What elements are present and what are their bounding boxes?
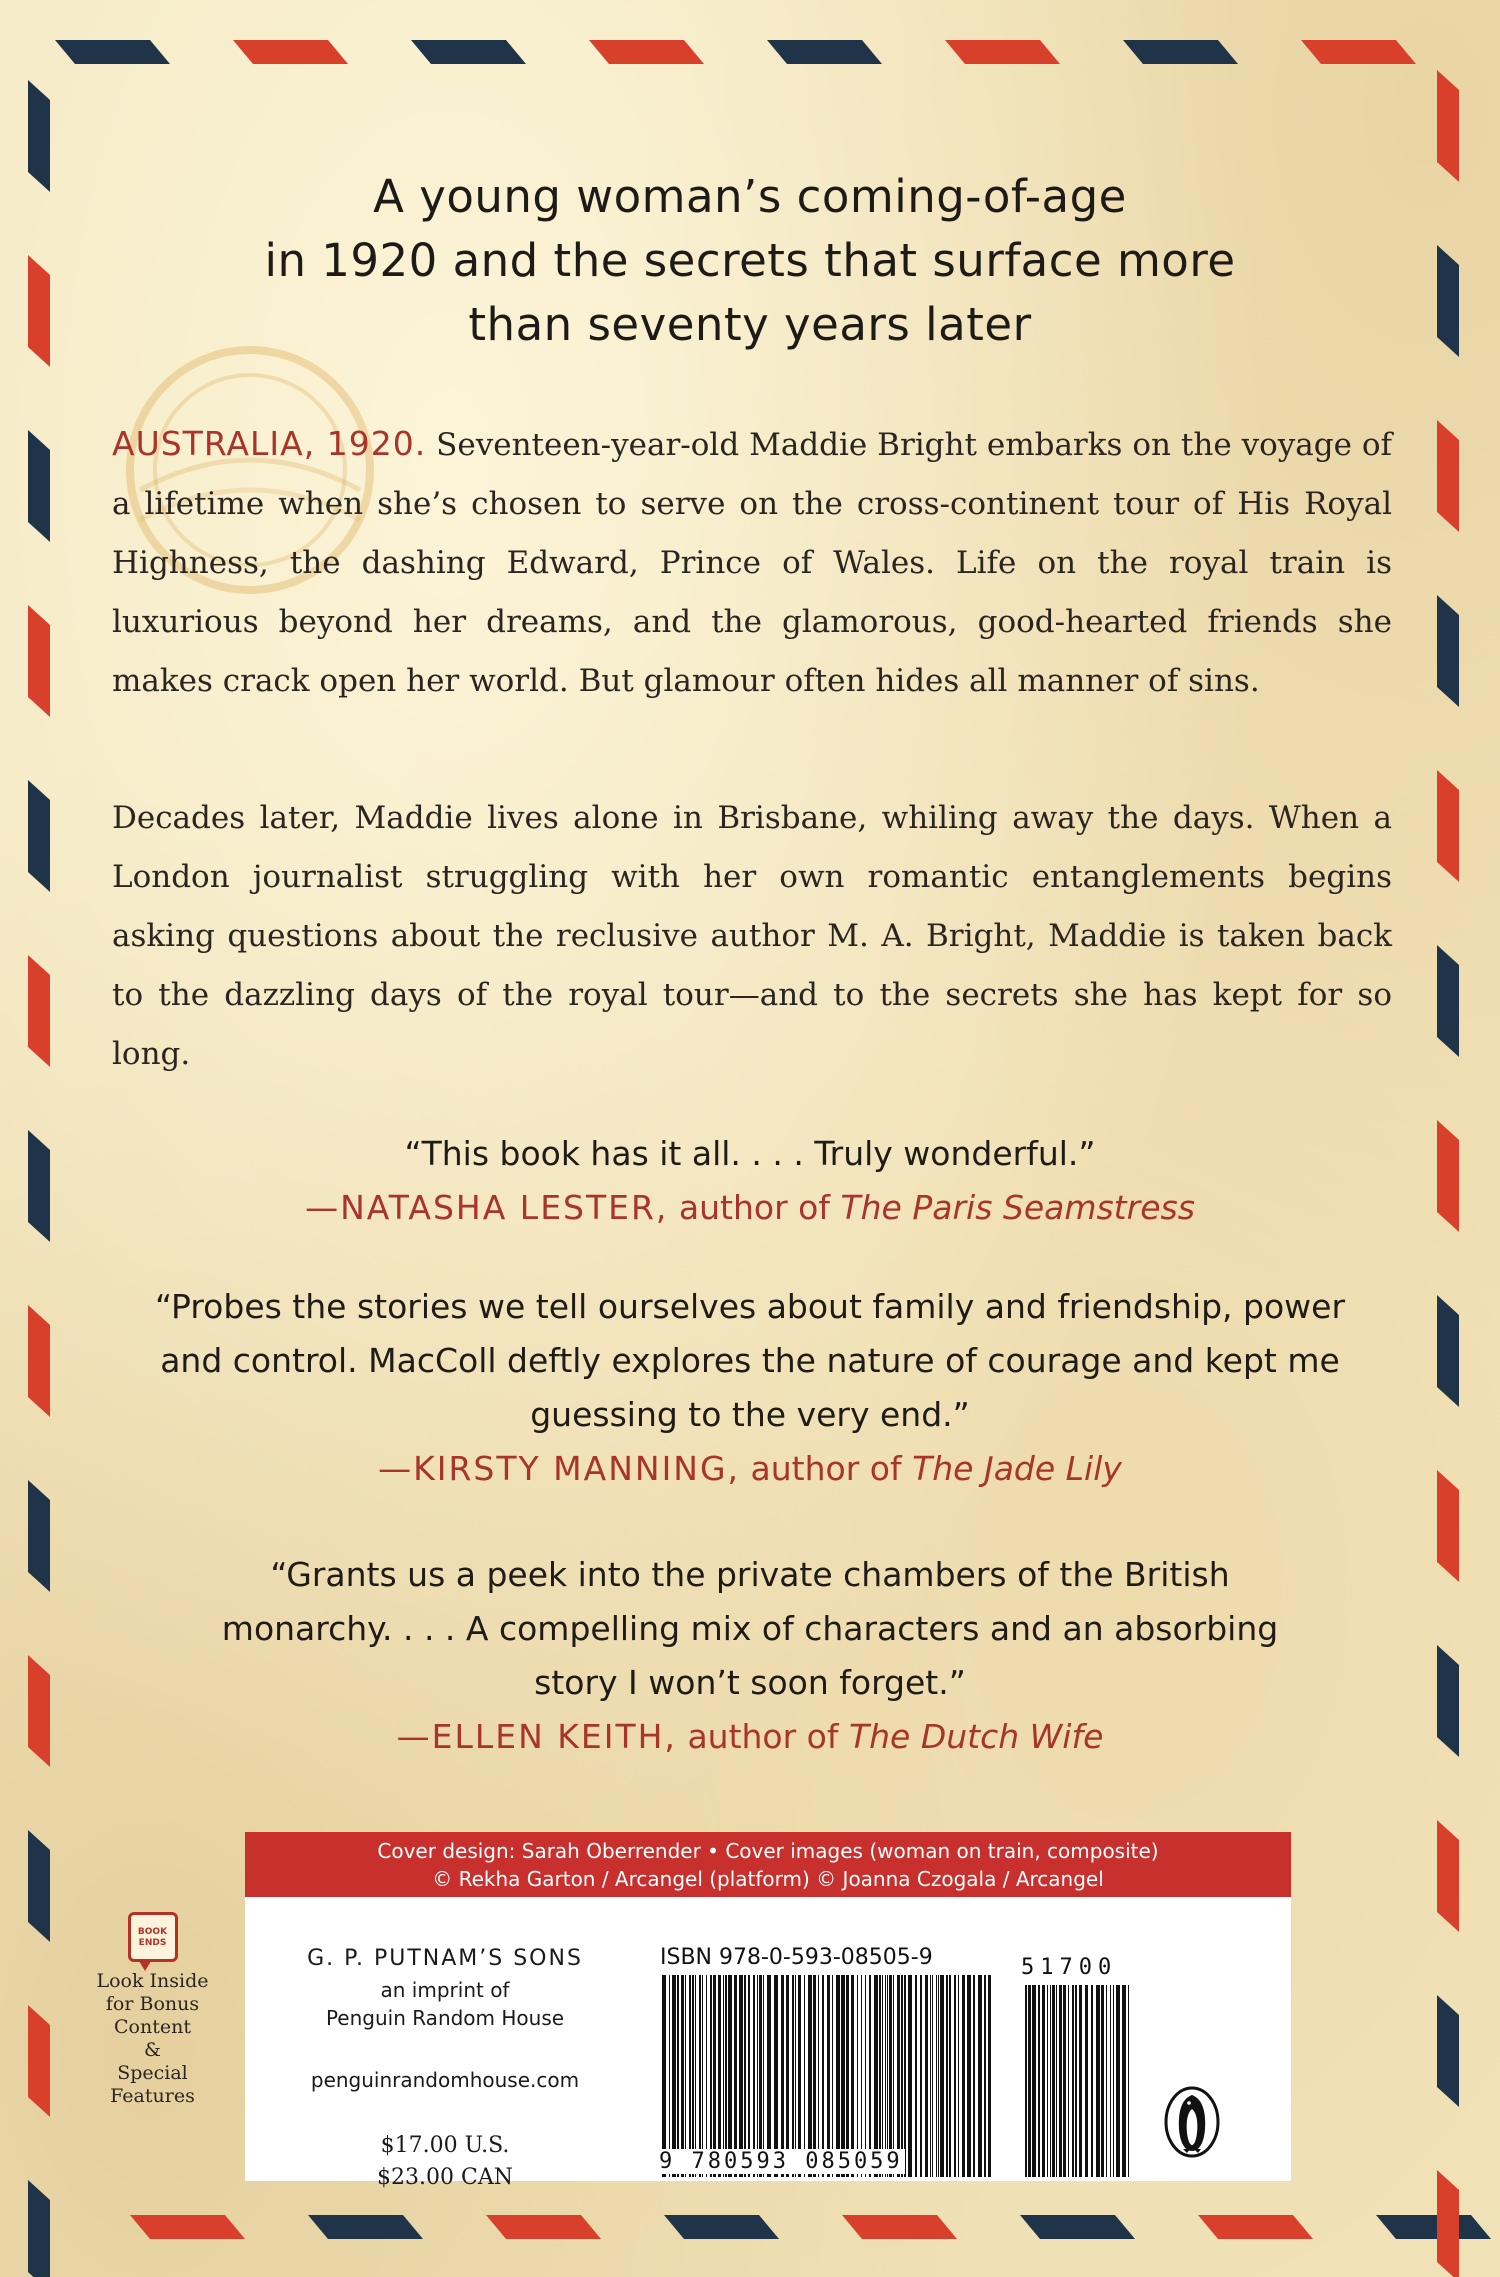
barcode-bar [1059, 1985, 1062, 2177]
bookends-line-6: Features [110, 2085, 195, 2107]
price-code-digits: 51700 [1021, 1955, 1118, 1980]
bookends-line-4: & [144, 2039, 161, 2061]
airmail-stripe [486, 2215, 601, 2239]
blurb-attribution [120, 1442, 1380, 1496]
bookends-line-3: Content [114, 2016, 191, 2038]
blurb-author: —KIRSTY MANNING, [378, 1449, 741, 1488]
barcode-bar [695, 1975, 696, 2177]
barcode-bar [792, 1975, 794, 2177]
barcode-bar [672, 1975, 676, 2177]
barcode-bar [1096, 1985, 1100, 2177]
barcode-bar [702, 1975, 703, 2177]
barcode-bar [984, 1975, 986, 2177]
barcode-bar [1032, 1985, 1036, 2177]
blurb-book: The Jade Lily [912, 1449, 1122, 1488]
barcode-bar [1052, 1985, 1055, 2177]
barcode-bar [973, 1975, 975, 2177]
barcode-bar [901, 1975, 903, 2177]
barcode-bar [669, 1975, 670, 2177]
airmail-stripe [1301, 40, 1416, 64]
airmail-stripe [1437, 2170, 1459, 2277]
barcode-bar [1056, 1985, 1057, 2177]
barcode-bar [1091, 1985, 1093, 2177]
airmail-stripe [842, 2215, 957, 2239]
airmail-stripe [233, 40, 348, 64]
barcode-bar [781, 1975, 784, 2177]
barcode-bar [1072, 1985, 1074, 2177]
airmail-stripe [1020, 2215, 1135, 2239]
barcode-bar [904, 1975, 906, 2177]
airmail-stripe [308, 2215, 423, 2239]
airmail-stripe [1437, 595, 1459, 707]
barcode-bar [1116, 1985, 1120, 2177]
barcode-bar [832, 1975, 833, 2177]
headline-line-2: in 1920 and the secrets that surface more [264, 234, 1236, 287]
blurb-text: “Probes the stories we tell ourselves about family and friendship, power and control. MacColl deftly explores the nature of courage and kept me guessing to the very end.” [154, 1287, 1346, 1434]
publisher-info [260, 1942, 630, 2194]
airmail-stripe [1437, 945, 1459, 1057]
barcode-bar [1101, 1985, 1104, 2177]
airmail-stripe [28, 255, 50, 367]
barcode-bar [725, 1975, 727, 2177]
barcode-bar [689, 1975, 691, 2177]
barcode-bar [940, 1975, 944, 2177]
credits-line-1: Cover design: Sarah Oberrender • Cover images (woman on train, composite) [377, 1839, 1159, 1863]
isbn-barcode [660, 1975, 995, 2177]
barcode-bar [739, 1975, 743, 2177]
credits-line-2: © Rekha Garton / Arcangel (platform) © Joanna Czogala / Arcangel [432, 1867, 1104, 1891]
synopsis-paragraph-1 [112, 414, 1392, 711]
barcode-bar [938, 1975, 939, 2177]
airmail-stripe [28, 1130, 50, 1242]
barcode-bar [962, 1975, 965, 2177]
bookends-logo-text-1: BOOK [137, 1927, 168, 1937]
blurb-1 [120, 1127, 1380, 1235]
barcode-bar [925, 1975, 928, 2177]
synopsis-lead: AUSTRALIA, 1920. [112, 424, 427, 463]
isbn-label: ISBN 978-0-593-08505-9 [660, 1945, 933, 1970]
barcode-bar [718, 1975, 721, 2177]
airmail-stripe [28, 1655, 50, 1767]
barcode-bar [988, 1975, 991, 2177]
barcode-bar [1075, 1985, 1077, 2177]
barcode-bar [893, 1975, 894, 2177]
price-can: $23.00 CAN [377, 2165, 513, 2190]
price-us: $17.00 U.S. [380, 2133, 510, 2158]
blurb-role: author of [687, 1717, 839, 1756]
barcode-bar [763, 1975, 764, 2177]
barcode-bar [836, 1975, 840, 2177]
barcode-bar [1050, 1985, 1051, 2177]
barcode-bar [958, 1975, 959, 2177]
barcode-bar [728, 1975, 732, 2177]
barcode-bar [846, 1975, 849, 2177]
barcode-bar [1128, 1985, 1129, 2177]
barcode-bar [798, 1975, 801, 2177]
barcode-bar [897, 1975, 900, 2177]
airmail-stripe [130, 2215, 245, 2239]
barcode-bar [681, 1975, 684, 2177]
airmail-stripe [1437, 1645, 1459, 1757]
airmail-stripe [945, 40, 1060, 64]
barcode-bar [887, 1975, 888, 2177]
barcode-bar [813, 1975, 816, 2177]
barcode-digits: 9 780593 085059 [659, 2149, 903, 2174]
barcode-bar [753, 1975, 755, 2177]
barcode-bar [885, 1975, 886, 2177]
barcode-bar [692, 1975, 694, 2177]
airmail-stripe [28, 1305, 50, 1417]
barcode-bar [710, 1975, 712, 2177]
airmail-stripe [1437, 245, 1459, 357]
airmail-stripe [767, 40, 882, 64]
blurb-role: author of [678, 1188, 830, 1227]
airmail-stripe [1437, 1120, 1459, 1232]
airmail-stripe [28, 1830, 50, 1942]
cover-credits [245, 1832, 1291, 1897]
barcode-bar [1113, 1985, 1114, 2177]
airmail-stripe [28, 605, 50, 717]
barcode-bar [920, 1975, 922, 2177]
blurb-3 [120, 1548, 1380, 1764]
barcode-bar [841, 1975, 845, 2177]
airmail-stripe [1437, 1295, 1459, 1407]
publisher-name: G. P. PUTNAM’S SONS [307, 1946, 583, 1971]
airmail-stripe [28, 430, 50, 542]
barcode-bar [879, 1975, 881, 2177]
blurb-attribution [120, 1181, 1380, 1235]
blurb-text: “This book has it all. . . . Truly wonderful.” [404, 1134, 1096, 1173]
barcode-bar [1047, 1985, 1048, 2177]
airmail-stripe [1198, 2215, 1313, 2239]
barcode-bar [932, 1975, 933, 2177]
barcode-bar [795, 1975, 796, 2177]
barcode-bar [882, 1975, 883, 2177]
barcode-bar [967, 1975, 971, 2177]
barcode-panel [245, 1897, 1291, 2190]
barcode-bar [822, 1975, 824, 2177]
bookends-line-2: for Bonus [105, 1993, 200, 2015]
barcode-bar [804, 1975, 805, 2177]
publisher-url: penguinrandomhouse.com [310, 2068, 580, 2092]
barcode-bar [748, 1975, 750, 2177]
barcode-bar [1085, 1985, 1088, 2177]
barcode-bar [713, 1975, 716, 2177]
imprint-line-2: Penguin Random House [325, 2006, 565, 2030]
airmail-stripe [664, 2215, 779, 2239]
bookends-badge [80, 1912, 225, 2108]
barcode-bar [1025, 1985, 1027, 2177]
headline-line-1: A young woman’s coming-of-age [373, 170, 1127, 223]
barcode-bar [757, 1975, 758, 2177]
airmail-stripe [28, 2005, 50, 2117]
bookends-logo-icon [128, 1912, 178, 1962]
price-block [260, 2130, 630, 2194]
barcode-bar [954, 1975, 956, 2177]
barcode-bar [808, 1975, 812, 2177]
headline-line-3: than seventy years later [468, 298, 1032, 351]
airmail-stripe [28, 80, 50, 192]
barcode-bar [1106, 1985, 1107, 2177]
airmail-stripe [1437, 1470, 1459, 1582]
synopsis-paragraph-2: Decades later, Maddie lives alone in Brisbane, whiling away the days. When a London journalist struggling with her own romantic entanglements begins asking questions about the reclusive author M. A. Bright, Maddie is taken back to the dazzling days of the royal tour—and to the secrets she has kept for so long. [112, 800, 1392, 1072]
barcode-bar [936, 1975, 937, 2177]
barcode-bar [818, 1975, 819, 2177]
barcode-bar [908, 1975, 912, 2177]
blurb-attribution [120, 1710, 1380, 1764]
barcode-bar [874, 1975, 878, 2177]
airmail-stripe [1376, 2215, 1491, 2239]
blurb-author: —ELLEN KEITH, [396, 1717, 677, 1756]
barcode-bar [827, 1975, 830, 2177]
airmail-stripe [28, 2180, 50, 2277]
barcode-bar [865, 1975, 866, 2177]
barcode-bar [734, 1975, 737, 2177]
airmail-stripe [1123, 40, 1238, 64]
barcode-bar [706, 1975, 707, 2177]
barcode-bar [869, 1975, 871, 2177]
barcode-bar [1038, 1985, 1040, 2177]
price-barcode [1023, 1985, 1133, 2177]
airmail-stripe [1437, 1820, 1459, 1932]
barcode-bar [1028, 1985, 1031, 2177]
barcode-bar [677, 1975, 679, 2177]
airmail-stripe [28, 955, 50, 1067]
barcode-bar [1122, 1985, 1126, 2177]
barcode-bar [915, 1975, 917, 2177]
barcode-bar [851, 1975, 854, 2177]
barcode-bar [767, 1975, 771, 2177]
blurb-book: The Dutch Wife [848, 1717, 1104, 1756]
airmail-stripe [28, 1480, 50, 1592]
airmail-stripe [1437, 770, 1459, 882]
blurb-author: —NATASHA LESTER, [305, 1188, 669, 1227]
barcode-bar [699, 1975, 701, 2177]
blurb-book: The Paris Seamstress [840, 1188, 1195, 1227]
barcode-bar [978, 1975, 982, 2177]
barcode-bar [861, 1975, 862, 2177]
synopsis-text-1: Seventeen-year-old Maddie Bright embarks on the voyage of a lifetime when she’s chosen to serve on the cross-continent tour of His Royal Highness, the dashing Edward, Prince of Wales. Life on the royal train is luxurious beyond her dreams, and the glamorous, good-hearted friends she makes crack open her world. But glamour often hides all manner of sins. [112, 427, 1392, 699]
blurb-text: “Grants us a peek into the private chambers of the British monarchy. . . . A compelling mix of characters and an absorbing story I won’t soon forget.” [221, 1555, 1279, 1702]
airmail-stripe [1437, 70, 1459, 182]
barcode-bar [786, 1975, 789, 2177]
barcode-bar [1110, 1985, 1111, 2177]
penguin-icon [1163, 2085, 1221, 2159]
airmail-stripe [28, 780, 50, 892]
airmail-stripe [1437, 420, 1459, 532]
bookends-line-1: Look Inside [96, 1970, 209, 1992]
airmail-stripe [55, 40, 170, 64]
barcode-bar [774, 1975, 778, 2177]
barcode-bar [1079, 1985, 1082, 2177]
barcode-bar [685, 1975, 686, 2177]
barcode-bar [1063, 1985, 1066, 2177]
bookends-logo-text-2: ENDS [138, 1938, 167, 1948]
barcode-bar [1042, 1985, 1045, 2177]
barcode-bar [930, 1975, 931, 2177]
imprint-line-1: an imprint of [380, 1978, 510, 2002]
airmail-stripe [589, 40, 704, 64]
barcode-bar [857, 1975, 858, 2177]
airmail-stripe [1437, 1995, 1459, 2107]
barcode-bar [949, 1975, 951, 2177]
barcode-bar [946, 1975, 948, 2177]
blurb-2 [120, 1280, 1380, 1496]
barcode-bar [759, 1975, 762, 2177]
barcode-bar [723, 1975, 724, 2177]
barcode-bar [744, 1975, 746, 2177]
bookends-line-5: Special [117, 2062, 188, 2084]
blurb-role: author of [750, 1449, 902, 1488]
headline [150, 165, 1350, 357]
airmail-stripe [411, 40, 526, 64]
barcode-bar [1068, 1985, 1069, 2177]
barcode-bar [889, 1975, 892, 2177]
barcode-bar [662, 1975, 666, 2177]
